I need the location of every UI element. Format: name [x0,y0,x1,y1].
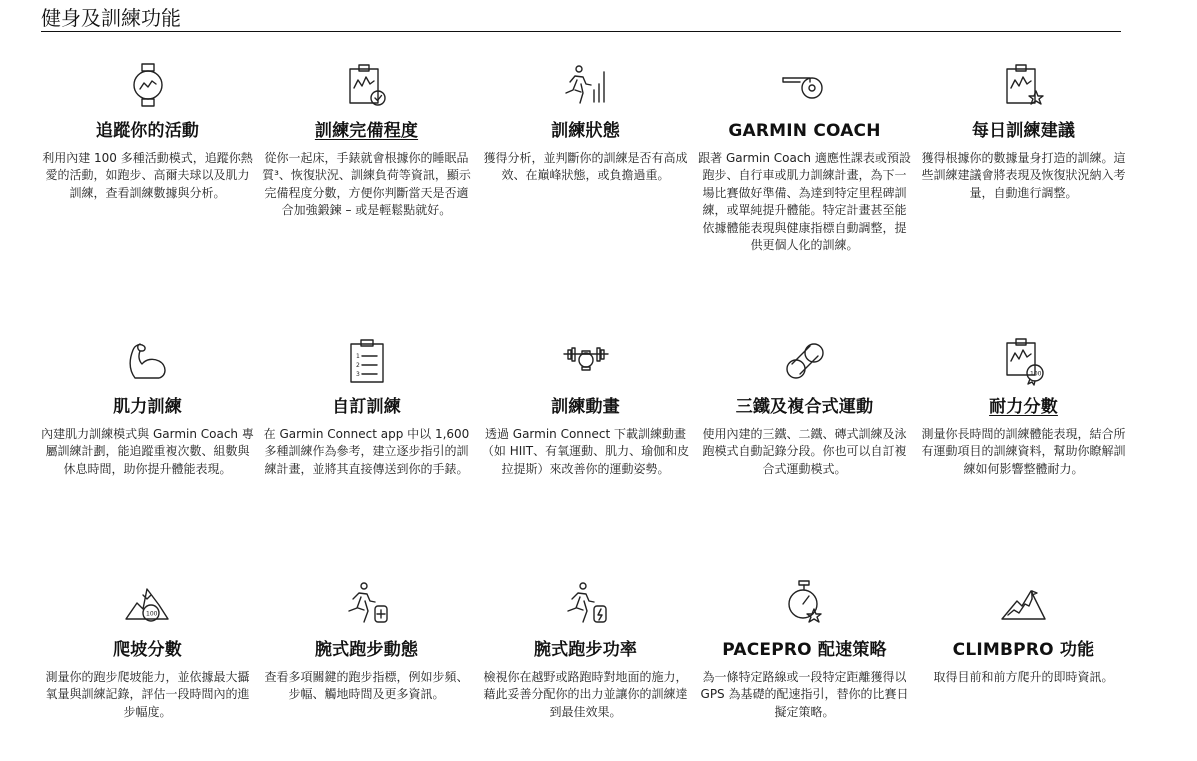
feature-card [38,328,257,571]
stopwatch-star-icon [778,577,832,631]
features-grid [38,52,1133,761]
feature-description: 測量你長時間的訓練體能表現，結合所有運動項目的訓練資料，幫助你瞭解訓練如何影響整體耐力。 [921,427,1126,476]
feature-title[interactable]: 訓練完備程度 [314,121,419,141]
mountain-climb-icon [997,577,1051,631]
linked-rings-icon [778,334,832,388]
svg-text:100: 100 [145,610,157,618]
feature-description: 查看多項關鍵的跑步指標，例如步頻、步幅、觸地時間及更多資訊。 [264,670,469,702]
feature-title[interactable]: 耐力分數 [989,397,1058,417]
feature-description: 內建肌力訓練模式與 Garmin Coach 專屬訓練計劃，能追蹤重複次數、組數與休息時間，助你提升體能表現。 [41,427,254,476]
feature-card [695,52,914,328]
feature-card [257,328,476,571]
svg-text:100: 100 [1029,370,1041,378]
runner-watch-icon [340,577,394,631]
feature-card [914,571,1133,761]
svg-text:2: 2 [355,362,360,369]
feature-description: 為一條特定路線或一段特定距離獲得以 GPS 為基礎的配速指引，替你的比賽日擬定策略。 [700,670,909,719]
clipboard-badge-icon [997,334,1051,388]
feature-description: 使用內建的三鐵、二鐵、磚式訓練及泳跑模式自動記錄分段。你也可以自訂複合式運動模式。 [702,427,907,476]
svg-text:3: 3 [355,371,360,378]
feature-title: 訓練狀態 [551,121,620,141]
watch-activity-icon [121,58,175,112]
clipboard-star-icon [997,58,1051,112]
feature-title: 爬坡分數 [113,640,182,660]
mountain-badge-icon [121,577,175,631]
feature-title: 訓練動畫 [551,397,620,417]
feature-description: 取得目前和前方爬升的即時資訊。 [933,670,1114,684]
feature-description: 獲得分析，並判斷你的訓練是否有高成效、在巔峰狀態，或負擔過重。 [483,151,688,183]
feature-description: 測量你的跑步爬坡能力，並依據最大攝氧量與訓練記錄，評估一段時間內的進步幅度。 [45,670,250,719]
feature-card [38,571,257,761]
feature-title: 腕式跑步動態 [314,640,419,660]
feature-title: 追蹤你的活動 [95,121,200,141]
feature-card [257,52,476,328]
feature-card [257,571,476,761]
feature-card [914,52,1133,328]
feature-description: 從你一起床，手錶就會根據你的睡眠品質³、恢復狀況、訓練負荷等資訊，顯示完備程度分數，方便你判斷當天是否適合加強鍛鍊 – 或是輕鬆點就好。 [262,151,471,218]
feature-card [476,571,695,761]
feature-description: 利用內建 100 多種活動模式，追蹤你熱愛的活動，如跑步、高爾夫球以及肌力訓練，查看訓練數據與分析。 [42,151,253,200]
flexed-arm-icon [121,334,175,388]
runner-power-icon [559,577,613,631]
feature-card [38,52,257,328]
svg-text:1: 1 [355,353,360,360]
feature-title: CLIMBPRO 功能 [952,640,1095,660]
feature-description: 在 Garmin Connect app 中以 1,600 多種訓練作為參考，建立逐步指引的訓練計畫，並將其直接傳送到你的手錶。 [263,427,470,476]
feature-description: 跟著 Garmin Coach 適應性課表或預設跑步、自行車或肌力訓練計畫，為下一場比賽做好準備、為達到特定里程碑訓練，或單純提升體能。特定計畫甚至能依據體能表現與健康指標自動調整，提供更個人化的訓練。 [698,151,911,253]
feature-card [695,571,914,761]
feature-title: 每日訓練建議 [971,121,1076,141]
feature-card [476,52,695,328]
whistle-icon [778,58,832,112]
section-title: 健身及訓練功能 [41,5,1121,32]
feature-card [476,328,695,571]
feature-title: 腕式跑步功率 [533,640,638,660]
clipboard-check-icon [340,58,394,112]
runner-status-icon [559,58,613,112]
feature-description: 檢視你在越野或路跑時對地面的施力，藉此妥善分配你的出力並讓你的訓練達到最佳效果。 [483,670,688,719]
feature-description: 透過 Garmin Connect 下載訓練動畫（如 HIIT、有氧運動、肌力、瑜伽和皮拉提斯）來改善你的運動姿勢。 [481,427,690,476]
feature-title: 三鐵及複合式運動 [735,397,874,417]
feature-card [695,328,914,571]
clipboard-list-icon [340,334,394,388]
feature-title: 肌力訓練 [113,397,182,417]
feature-title: GARMIN COACH [728,121,881,141]
feature-card [914,328,1133,571]
barbell-watch-icon [559,334,613,388]
feature-description: 獲得根據你的數據量身打造的訓練。這些訓練建議會將表現及恢復狀況納入考量，自動進行調整。 [921,151,1126,200]
feature-title: PACEPRO 配速策略 [722,640,887,660]
feature-title: 自訂訓練 [332,397,401,417]
